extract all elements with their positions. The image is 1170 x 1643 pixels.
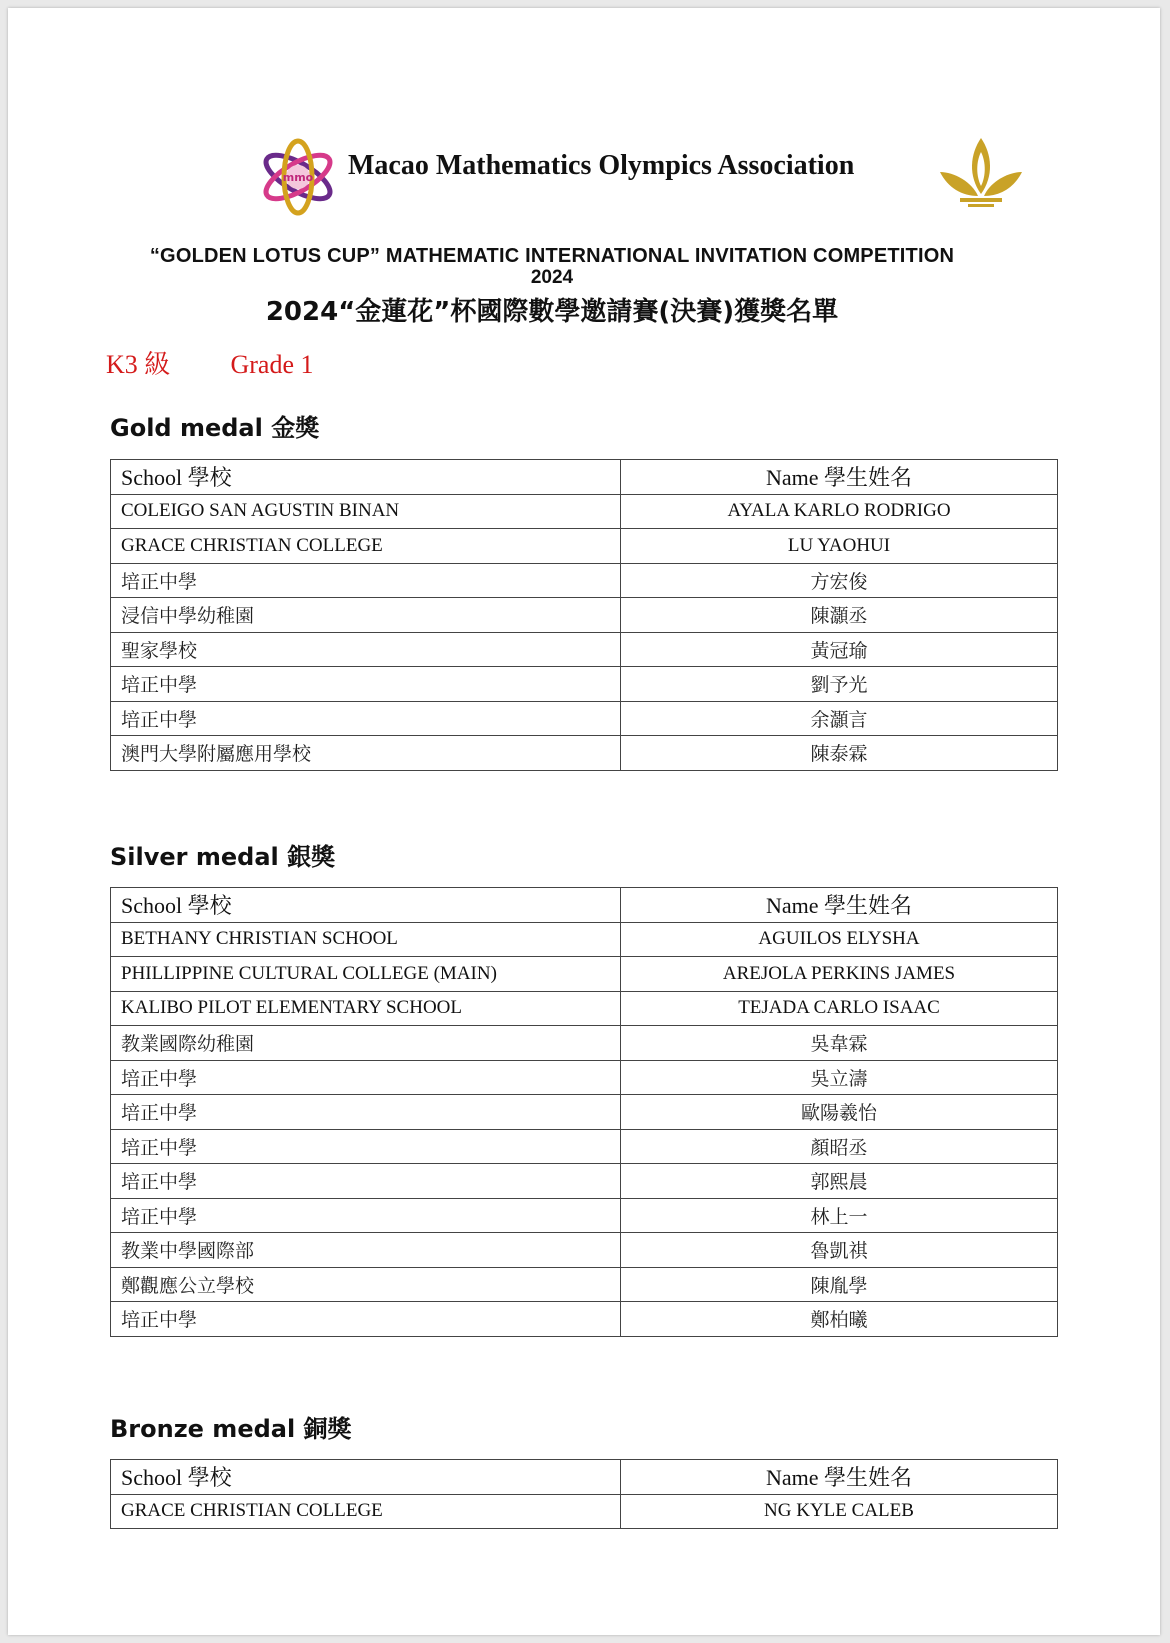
name-cell: 郭熙晨 (621, 1164, 1058, 1199)
name-cell: 魯凱祺 (621, 1233, 1058, 1268)
column-header-name: Name 學生姓名 (621, 460, 1058, 495)
school-cell: 浸信中學幼稚園 (111, 598, 621, 633)
school-cell: 培正中學 (111, 667, 621, 702)
name-cell: 方宏俊 (621, 563, 1058, 598)
mmo-atom-logo (258, 134, 338, 220)
column-header-school: School 學校 (111, 888, 621, 923)
table-row (111, 1302, 1058, 1337)
gold-medal-heading: Gold medal 金獎 (110, 414, 320, 442)
golden-lotus-icon (938, 136, 1024, 216)
school-cell: 培正中學 (111, 1198, 621, 1233)
competition-year: 2024 (530, 267, 574, 288)
silver-medal-table (110, 887, 1058, 1337)
school-cell: KALIBO PILOT ELEMENTARY SCHOOL (111, 991, 621, 1026)
name-cell: AYALA KARLO RODRIGO (621, 494, 1058, 529)
document-page (8, 8, 1160, 1635)
column-header-school: School 學校 (111, 1460, 621, 1495)
column-header-name: Name 學生姓名 (621, 1460, 1058, 1495)
table-row (111, 598, 1058, 633)
name-cell: 林上一 (621, 1198, 1058, 1233)
school-cell: 培正中學 (111, 1095, 621, 1130)
table-row (111, 957, 1058, 992)
school-cell: 鄭觀應公立學校 (111, 1267, 621, 1302)
name-cell: AREJOLA PERKINS JAMES (621, 957, 1058, 992)
table-row (111, 701, 1058, 736)
table-header-row (111, 460, 1058, 495)
column-header-school: School 學校 (111, 460, 621, 495)
table-row (111, 494, 1058, 529)
table-row (111, 1494, 1058, 1529)
grade-label (106, 344, 314, 381)
gold-medal-table (110, 459, 1058, 771)
table-header-row (111, 888, 1058, 923)
name-cell: AGUILOS ELYSHA (621, 922, 1058, 957)
school-cell: 教業國際幼稚園 (111, 1026, 621, 1061)
table-row (111, 1233, 1058, 1268)
name-cell: 陳灝丞 (621, 598, 1058, 633)
competition-title-chinese: 2024“金蓮花”杯國際數學邀請賽(決賽)獲獎名單 (265, 297, 839, 327)
table-row (111, 529, 1058, 564)
bronze-medal-table (110, 1459, 1058, 1529)
table-row (111, 1129, 1058, 1164)
name-cell: 吳立濤 (621, 1060, 1058, 1095)
column-header-name: Name 學生姓名 (621, 888, 1058, 923)
name-cell: 黃冠瑜 (621, 632, 1058, 667)
table-row (111, 632, 1058, 667)
table-row (111, 1095, 1058, 1130)
school-cell: 聖家學校 (111, 632, 621, 667)
school-cell: BETHANY CHRISTIAN SCHOOL (111, 922, 621, 957)
school-cell: 培正中學 (111, 701, 621, 736)
name-cell: 吳韋霖 (621, 1026, 1058, 1061)
logo-mark-text: mmo (282, 171, 314, 184)
table-row (111, 1026, 1058, 1061)
name-cell: 歐陽羲怡 (621, 1095, 1058, 1130)
name-cell: LU YAOHUI (621, 529, 1058, 564)
school-cell: COLEIGO SAN AGUSTIN BINAN (111, 494, 621, 529)
school-cell: GRACE CHRISTIAN COLLEGE (111, 1494, 621, 1529)
table-row (111, 1267, 1058, 1302)
name-cell: NG KYLE CALEB (621, 1494, 1058, 1529)
school-cell: PHILLIPPINE CULTURAL COLLEGE (MAIN) (111, 957, 621, 992)
bronze-medal-heading: Bronze medal 銅獎 (110, 1415, 352, 1443)
school-cell: 培正中學 (111, 1302, 621, 1337)
table-row (111, 1198, 1058, 1233)
letterhead (8, 128, 1160, 218)
name-cell: TEJADA CARLO ISAAC (621, 991, 1058, 1026)
name-cell: 顏昭丞 (621, 1129, 1058, 1164)
table-row (111, 991, 1058, 1026)
name-cell: 劉予光 (621, 667, 1058, 702)
table-row (111, 667, 1058, 702)
table-row (111, 1060, 1058, 1095)
name-cell: 鄭柏曦 (621, 1302, 1058, 1337)
grade-name: Grade 1 (230, 350, 314, 379)
school-cell: 培正中學 (111, 1129, 621, 1164)
school-cell: 培正中學 (111, 1060, 621, 1095)
table-row (111, 922, 1058, 957)
table-header-row (111, 1460, 1058, 1495)
grade-level: K3 級 (106, 350, 171, 379)
school-cell: 培正中學 (111, 563, 621, 598)
name-cell: 余灝言 (621, 701, 1058, 736)
school-cell: GRACE CHRISTIAN COLLEGE (111, 529, 621, 564)
school-cell: 教業中學國際部 (111, 1233, 621, 1268)
table-row (111, 1164, 1058, 1199)
school-cell: 澳門大學附屬應用學校 (111, 736, 621, 771)
school-cell: 培正中學 (111, 1164, 621, 1199)
name-cell: 陳泰霖 (621, 736, 1058, 771)
silver-medal-heading: Silver medal 銀獎 (110, 843, 336, 871)
name-cell: 陳胤學 (621, 1267, 1058, 1302)
association-name: Macao Mathematics Olympics Association (348, 150, 855, 181)
table-row (111, 736, 1058, 771)
table-row (111, 563, 1058, 598)
competition-title: “GOLDEN LOTUS CUP” MATHEMATIC INTERNATIONAL INVITATION COMPETITION (149, 245, 955, 267)
